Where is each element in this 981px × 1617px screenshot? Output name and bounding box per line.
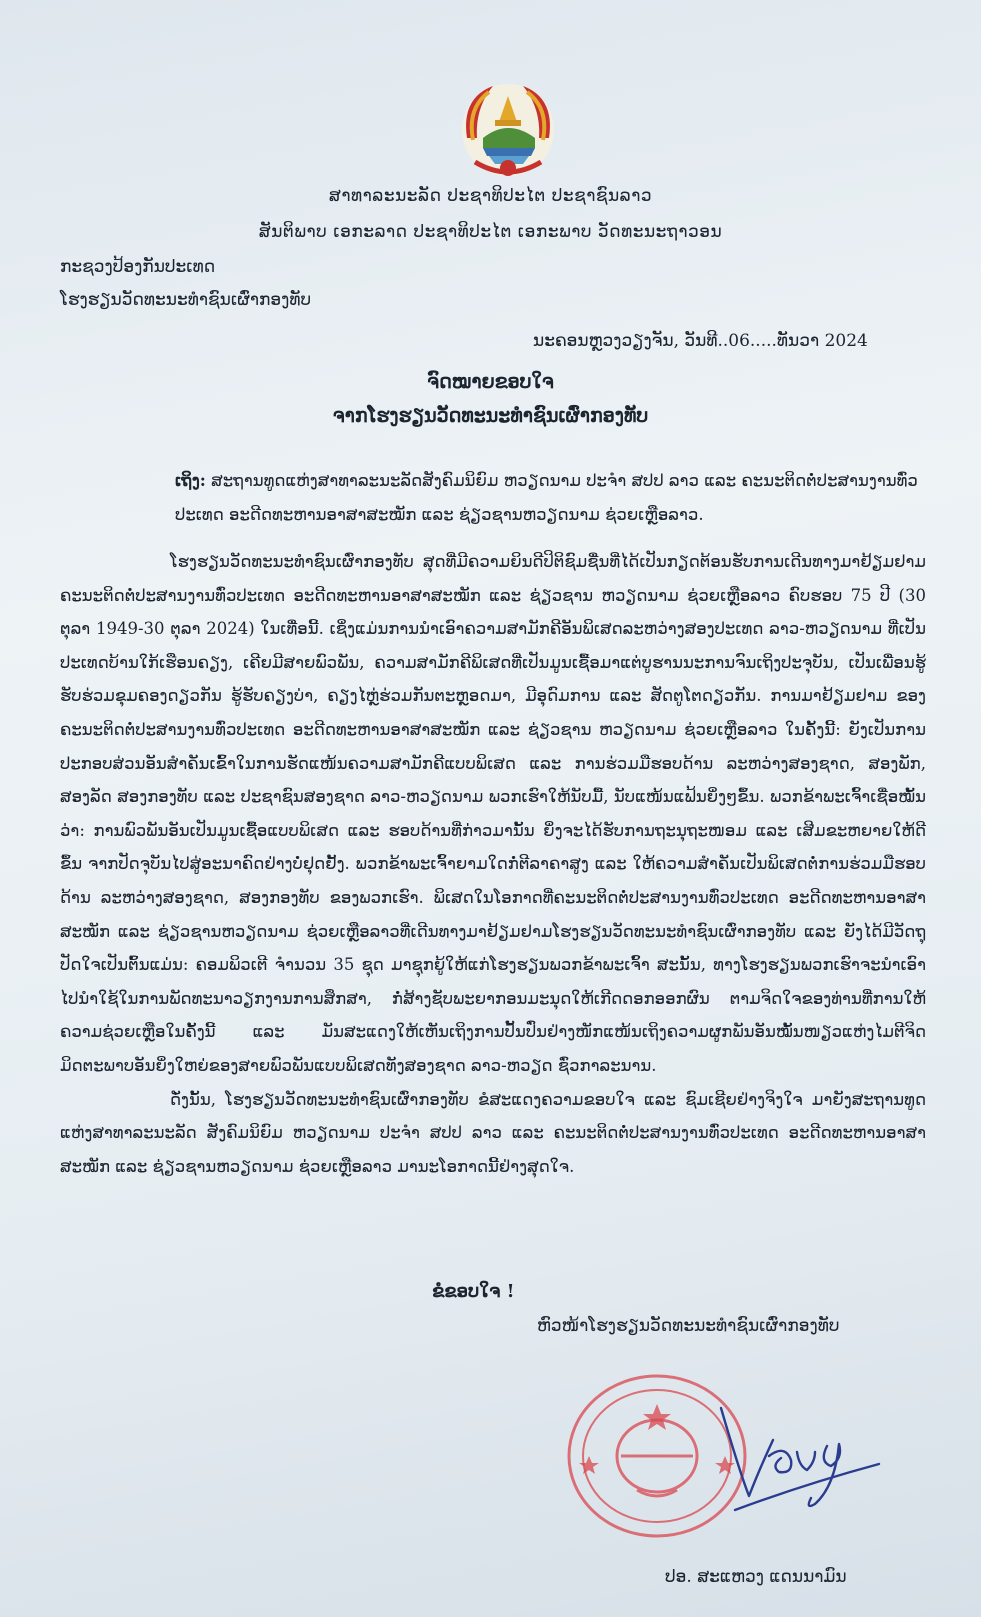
sender-school: ໂຮງຮຽນວັດທະນະທຳຊົນເຜົ່າກອງທັບ	[60, 290, 312, 310]
recipient-label: ເຖິງ:	[175, 471, 206, 490]
closing-thanks: ຂໍຂອບໃຈ !	[432, 1281, 515, 1302]
letter-date: ນະຄອນຫຼວງວຽງຈັນ, ວັນທີ..06.....ທັນວາ 2024	[533, 331, 868, 351]
letter-title: ຈົດໝາຍຂອບໃຈ	[427, 371, 554, 393]
body-paragraph-1: ໂຮງຮຽນວັດທະນະທຳຊົນເຜົ່າກອງທັບ ສຸດທີ່ມີຄວາມຍິນດີປິຕິຊົມຊື່ນທີ່ໄດ້ເປັນກຽດຕ້ອນຮັບການເດີນທາງມາຢ້ຽມຢາມຄະນະຕິດຕໍ່ປະສານງານທົ່ວປະເທດ ອະດີດທະຫານອາສາສະໝັກ ແລະ ຊ່ຽວຊານ ຫວຽດນາມ ຊ່ວຍເຫຼືອລາວ ຄົບຮອບ 75 ປີ (30 ຕຸລາ 1949-30 ຕຸລາ 2024) ໃນເທື່ອນີ້. ເຊິ່ງແມ່ນການນຳເອົາຄວາມສາມັກຄີອັນພິເສດລະຫວ່າງສອງປະເທດ ລາວ-ຫວຽດນາມ ທີ່ເປັນປະເທດບ້ານໃກ້ເຮືອນຄຽງ, ເຄີຍມີສາຍພົວພັນ, ຄວາມສາມັກຄີພິເສດທີ່ເປັນມູນເຊື້ອມາແຕ່ບູຮານນະການຈົນເຖິງປະຈຸບັນ, ເປັນເພື່ອນຮູ້ຮັບຮ່ວມຂຸມຄອງດຽວກັນ ຮູ້ຮັບຄຽງບ່າ, ຄຽງໄຫຼ່ຮ່ວມກັນຕະຫຼອດມາ, ມີອຸດົມການ ແລະ ສັດຕູໂຕດຽວກັນ. ການມາຢ້ຽມຢາມ ຂອງຄະນະຕິດຕໍ່ປະສານງານທົ່ວປະເທດ ອະດີດທະຫານອາສາສະໝັກ ແລະ ຊ່ຽວຊານ ຫວຽດນາມ ຊ່ວຍເຫຼືອລາວ ໃນຄັ້ງນີ້: ຍັງເປັນການປະກອບສ່ວນອັນສຳຄັນເຂົ້າໃນການຮັດແໜ້ນຄວາມສາມັກຄີແບບພິເສດ ແລະ ການຮ່ວມມືຮອບດ້ານ ລະຫວ່າງສອງຊາດ, ສອງພັກ, ສອງລັດ ສອງກອງທັບ ແລະ ປະຊາຊົນສອງຊາດ ລາວ-ຫວຽດນາມ ພວກເຮົາໃຫ້ນັບມື້, ນັບແໜ້ນແຟ້ນຍິ່ງໆຂຶ້ນ. ພວກຂ້າພະເຈົ້າເຊື່ອໝັ້ນວ່າ: ການພົວພັນອັນເປັນມູນເຊື້ອແບບພິເສດ ແລະ ຮອບດ້ານທີ່ກ່າວມານັ້ນ ຍິ່ງຈະໄດ້ຮັບການຖະນຸຖະໜອມ ແລະ ເສີມຂະຫຍາຍໃຫ້ດີຂຶ້ນ ຈາກປັດຈຸບັນໄປສູ່ອະນາຄົດຢ່າງບໍ່ຢຸດຢັ້ງ. ພວກຂ້າພະເຈົ້າຍາມໃດກໍ່ຕີລາຄາສູງ ແລະ ໃຫ້ຄວາມສຳຄັນເປັນພິເສດຕໍ່ການຮ່ວມມືຮອບດ້ານ ລະຫວ່າງສອງຊາດ, ສອງກອງທັບ ຂອງພວກເຮົາ. ພິເສດໃນໂອກາດທີ່ຄະນະຕິດຕໍ່ປະສານງານທົ່ວປະເທດ ອະດີດທະຫານອາສາສະໝັກ ແລະ ຊ່ຽວຊານຫວຽດນາມ ຊ່ວຍເຫຼືອລາວທີ່ເດີນທາງມາຢ້ຽມຢາມໂຮງຮຽນວັດທະນະທຳຊົນເຜົ່າກອງທັບ ແລະ ຍັງໄດ້ມີວັດຖຸປັດໃຈເປັນຕົ້ນແມ່ນ: ຄອມພິວເຕີ ຈຳນວນ 35 ຊຸດ ມາຊຸກຍູ້ໃຫ້ແກ່ໂຮງຮຽນພວກຂ້າພະເຈົ້າ ສະນັ້ນ, ທາງໂຮງຮຽນພວກເຮົາຈະນຳເອົາໄປນຳໃຊ້ໃນການພັດທະນາວຽກງານການສຶກສາ, ກໍ່ສ້າງຊັບພະຍາກອນມະນຸດໃຫ້ເກີດດອກອອກຜົນ ຕາມຈິດໃຈຂອງທ່ານທີ່ການໃຫ້ຄວາມຊ່ວຍເຫຼືອໃນຄັ້ງນີ້ ແລະ ມັນສະແດງໃຫ້ເຫັນເຖິງການປັ້ນປົ່ນຢ່າງໜັກແໜ້ນເຖິງຄວາມຜູກພັນອັນໝັ້ນໜຽວແຫ່ງໄມຕີຈິດ ມິດຕະພາບອັນຍິ່ງໃຫຍ່ຂອງສາຍພົວພັນແບບພິເສດທັງສອງຊາດ ລາວ-ຫວຽດ ຊົ່ວກາລະນານ.	[60, 552, 926, 1075]
letter-body	[60, 545, 926, 1183]
recipient-text: ສະຖານທູດແຫ່ງສາທາລະນະລັດສັງຄົມນິຍົມ ຫວຽດນາມ ປະຈຳ ສປປ ລາວ ແລະ ຄະນະຕິດຕໍ່ປະສານງານທົ່ວປະເທດ ອະດີດທະຫານອາສາສະໝັກ ແລະ ຊ່ຽວຊານຫວຽດນາມ ຊ່ວຍເຫຼືອລາວ.	[175, 471, 918, 524]
signer-title: ຫົວໜ້າໂຮງຮຽນວັດທະນະທຳຊົນເຜົ່າກອງທັບ	[537, 1316, 840, 1336]
signer-name: ປອ. ສະແຫວງ ແດນນາມົນ	[665, 1567, 847, 1587]
header-line-2: ສັນຕິພາບ ເອກະລາດ ປະຊາທິປະໄຕ ເອກະພາບ ວັດທະນະຖາວອນ	[258, 222, 723, 242]
recipient-block	[175, 464, 935, 532]
header-line-1: ສາທາລະນະລັດ ປະຊາທິປະໄຕ ປະຊາຊົນລາວ	[328, 186, 653, 206]
sender-ministry: ກະຊວງປ້ອງກັນປະເທດ	[60, 257, 216, 277]
letter-subtitle: ຈາກໂຮງຮຽນວັດທະນະທຳຊົນເຜົ່າກອງທັບ	[332, 405, 649, 427]
body-paragraph-2: ດັ່ງນັ້ນ, ໂຮງຮຽນວັດທະນະທຳຊົນເຜົ່າກອງທັບ ຂໍສະແດງຄວາມຂອບໃຈ ແລະ ຊົມເຊີຍຢ່າງຈິງໃຈ ມາຍັງສະຖານທູດ ແຫ່ງສາທາລະນະລັດ ສັງຄົມນິຍົມ ຫວຽດນາມ ປະຈຳ ສປປ ລາວ ແລະ ຄະນະຕິດຕໍ່ປະສານງານທົ່ວປະເທດ ອະດີດທະຫານອາສາສະໝັກ ແລະ ຊ່ຽວຊານຫວຽດນາມ ຊ່ວຍເຫຼືອລາວ ມານະໂອກາດນີ້ຢ່າງສຸດໃຈ.	[60, 1089, 926, 1176]
handwritten-signature-icon	[715, 1400, 885, 1520]
national-emblem-icon	[453, 78, 563, 188]
